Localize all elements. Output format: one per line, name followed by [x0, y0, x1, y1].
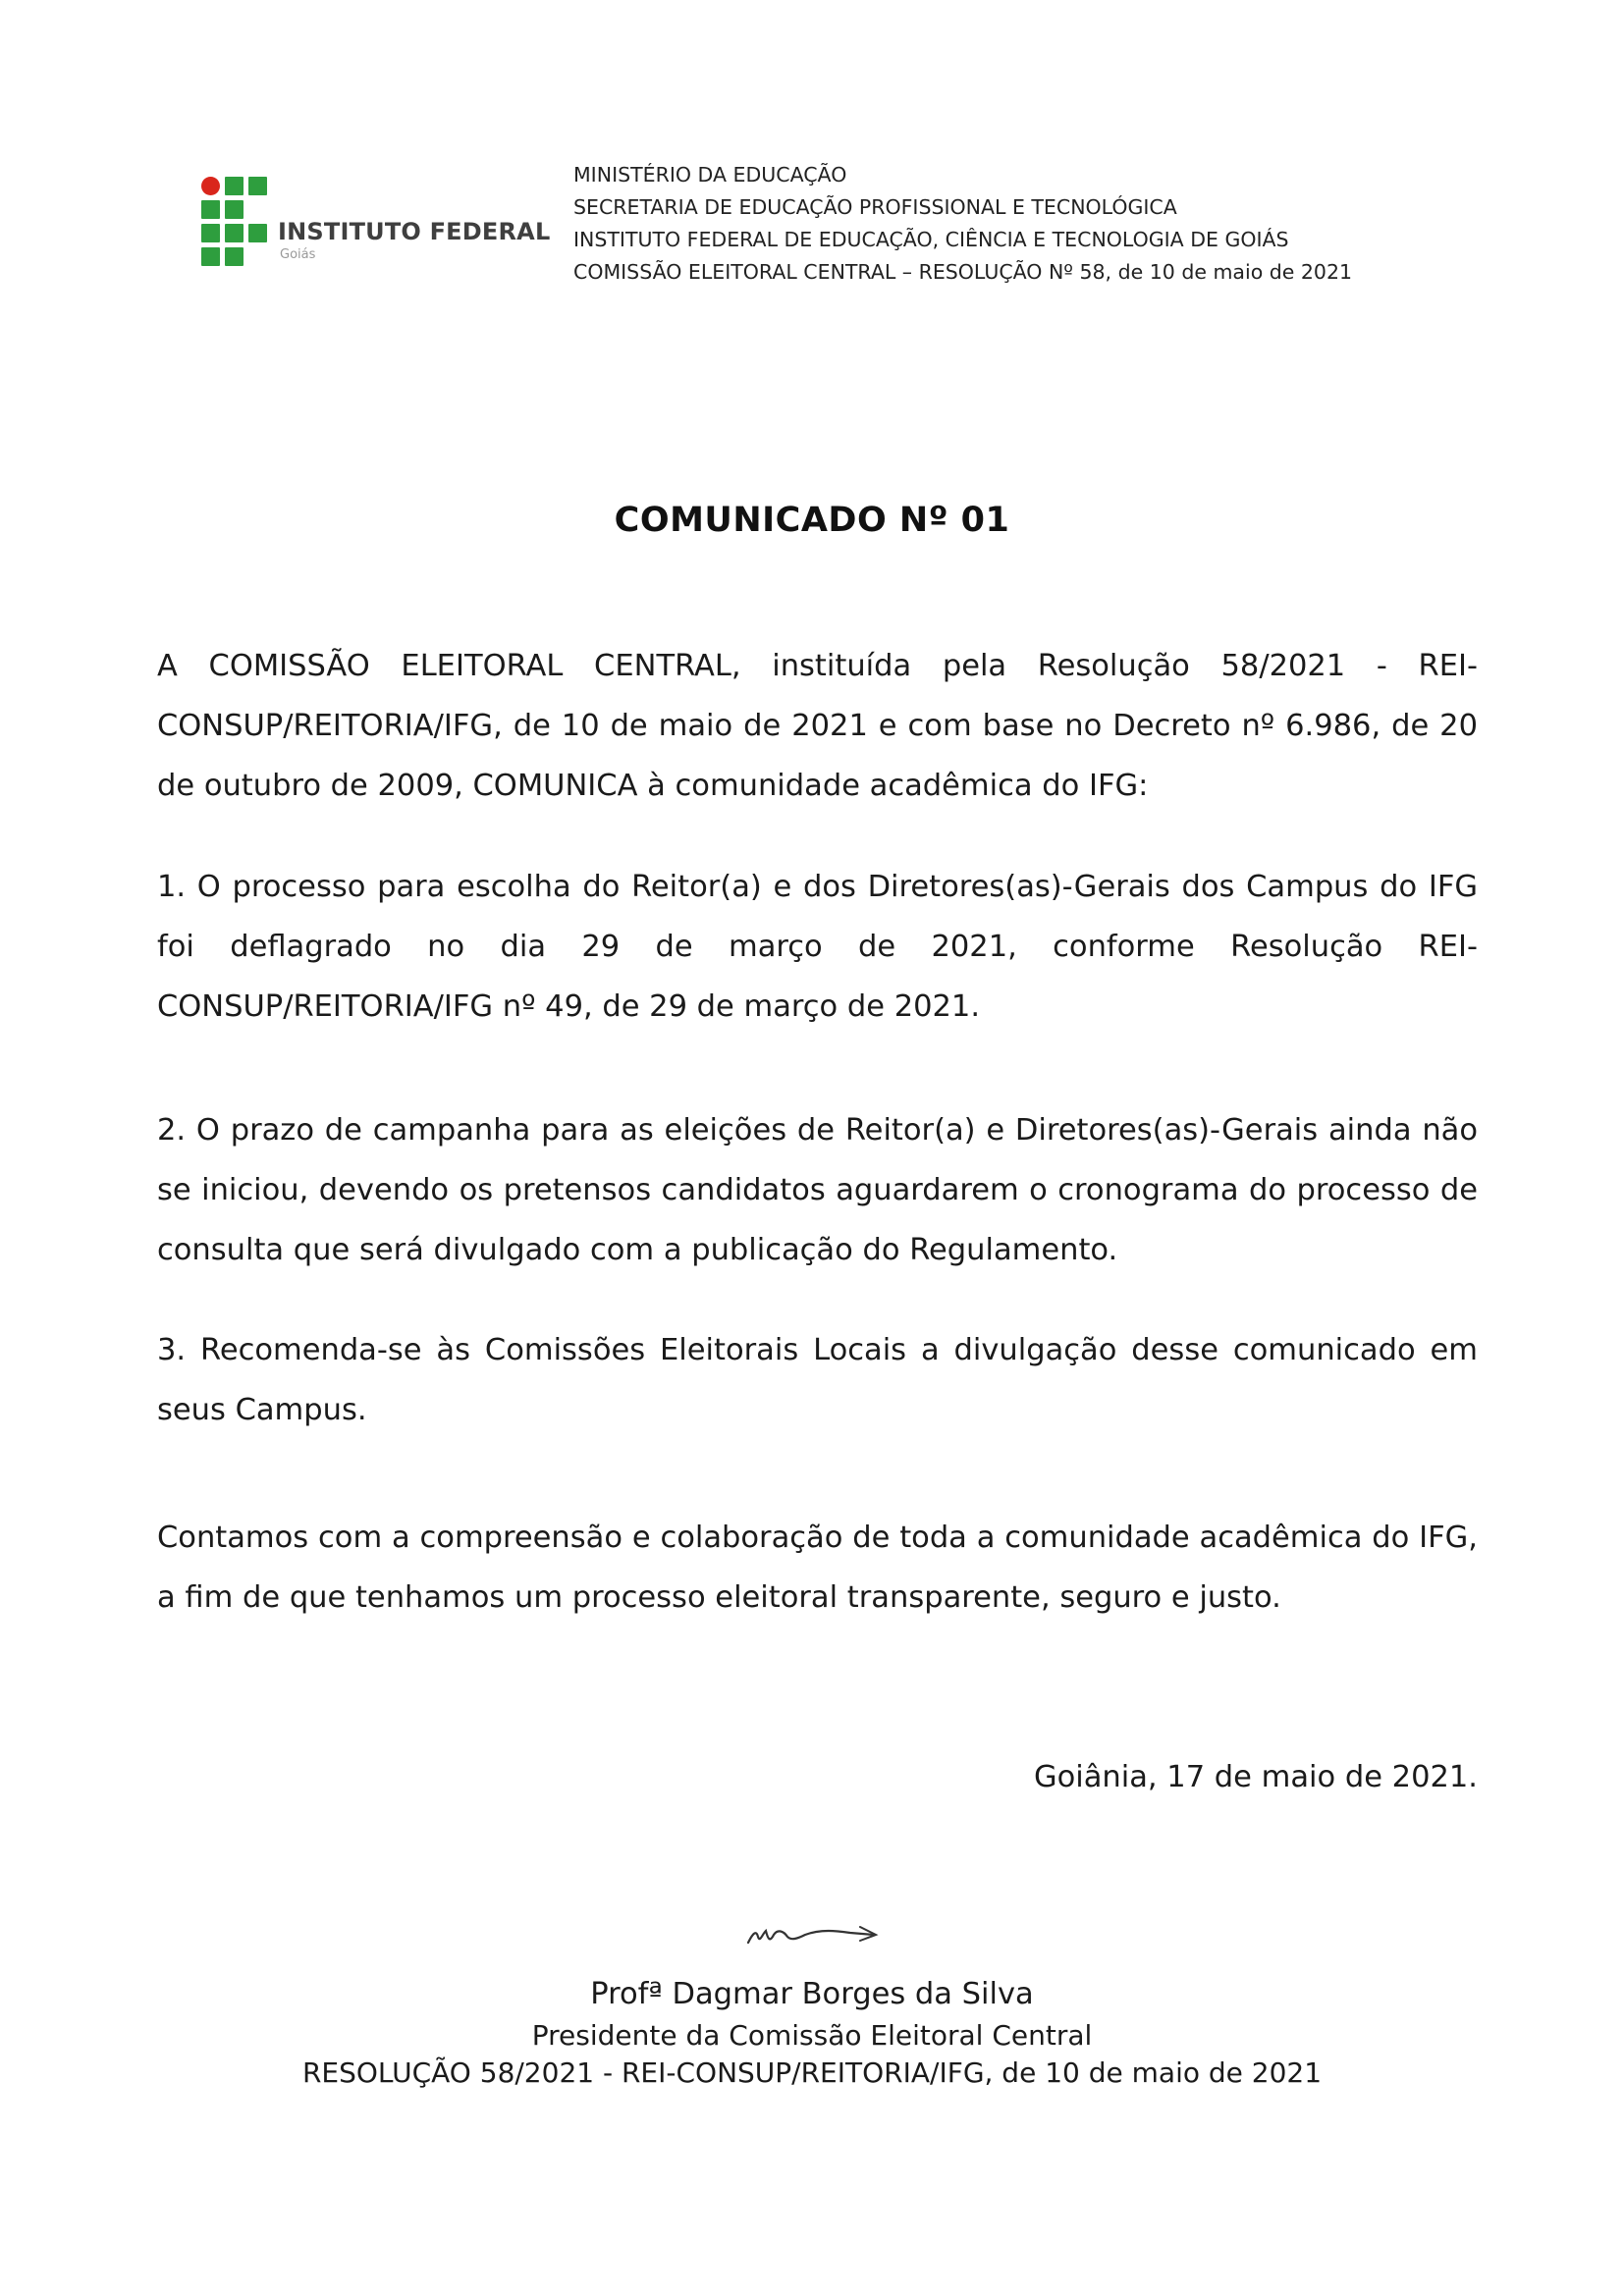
header-text	[573, 159, 1352, 289]
paragraph-closing: Contamos com a compreensão e colaboração de toda a comunidade acadêmica do IFG, a fim de que tenhamos um processo eleitoral transparente, seguro e justo.	[157, 1521, 1478, 1615]
signer-name: Profª Dagmar Borges da Silva	[590, 1977, 1034, 2011]
logo-mark-icon	[201, 177, 272, 265]
signer-reference: RESOLUÇÃO 58/2021 - REI-CONSUP/REITORIA/IFG, de 10 de maio de 2021	[301, 2056, 1323, 2089]
header-line-ministry: MINISTÉRIO DA EDUCAÇÃO	[573, 163, 847, 187]
header-line-commission: COMISSÃO ELEITORAL CENTRAL – RESOLUÇÃO Nº 58, de 10 de maio de 2021	[573, 260, 1353, 284]
header-line-secretariat: SECRETARIA DE EDUCAÇÃO PROFISSIONAL E TECNOLÓGICA	[573, 195, 1177, 219]
document-title: COMUNICADO Nº 01	[614, 501, 1010, 540]
paragraph-item-3: 3. Recomenda-se às Comissões Eleitorais Locais a divulgação desse comunicado em seus Campus.	[157, 1333, 1478, 1427]
signer-role: Presidente da Comissão Eleitoral Central	[531, 2019, 1093, 2052]
paragraph-item-1: 1. O processo para escolha do Reitor(a) e dos Diretores(as)-Gerais dos Campus do IFG foi deflagrado no dia 29 de março de 2021, conforme Resolução REI-CONSUP/REITORIA/IFG nº 49, de 29 de março de 2021.	[157, 870, 1478, 1024]
header-line-institute: INSTITUTO FEDERAL DE EDUCAÇÃO, CIÊNCIA E TECNOLOGIA DE GOIÁS	[573, 228, 1289, 251]
paragraph-intro: A COMISSÃO ELEITORAL CENTRAL, instituída pela Resolução 58/2021 - REI-CONSUP/REITORIA/IFG, de 10 de maio de 2021 e com base no Decreto nº 6.986, de 20 de outubro de 2009, COMUNICA à comunidade acadêmica do IFG:	[157, 649, 1478, 803]
handwritten-signature	[727, 1909, 893, 1958]
place-date: Goiânia, 17 de maio de 2021.	[1033, 1760, 1478, 1794]
logo-name: INSTITUTO FEDERAL	[278, 218, 551, 245]
paragraph-item-2: 2. O prazo de campanha para as eleições de Reitor(a) e Diretores(as)-Gerais ainda não se iniciou, devendo os pretensos candidatos aguardarem o cronograma do processo de consulta que será divulgado com a publicação do Regulamento.	[157, 1113, 1478, 1267]
institution-logo	[201, 177, 551, 267]
logo-subtitle: Goiás	[280, 247, 316, 262]
